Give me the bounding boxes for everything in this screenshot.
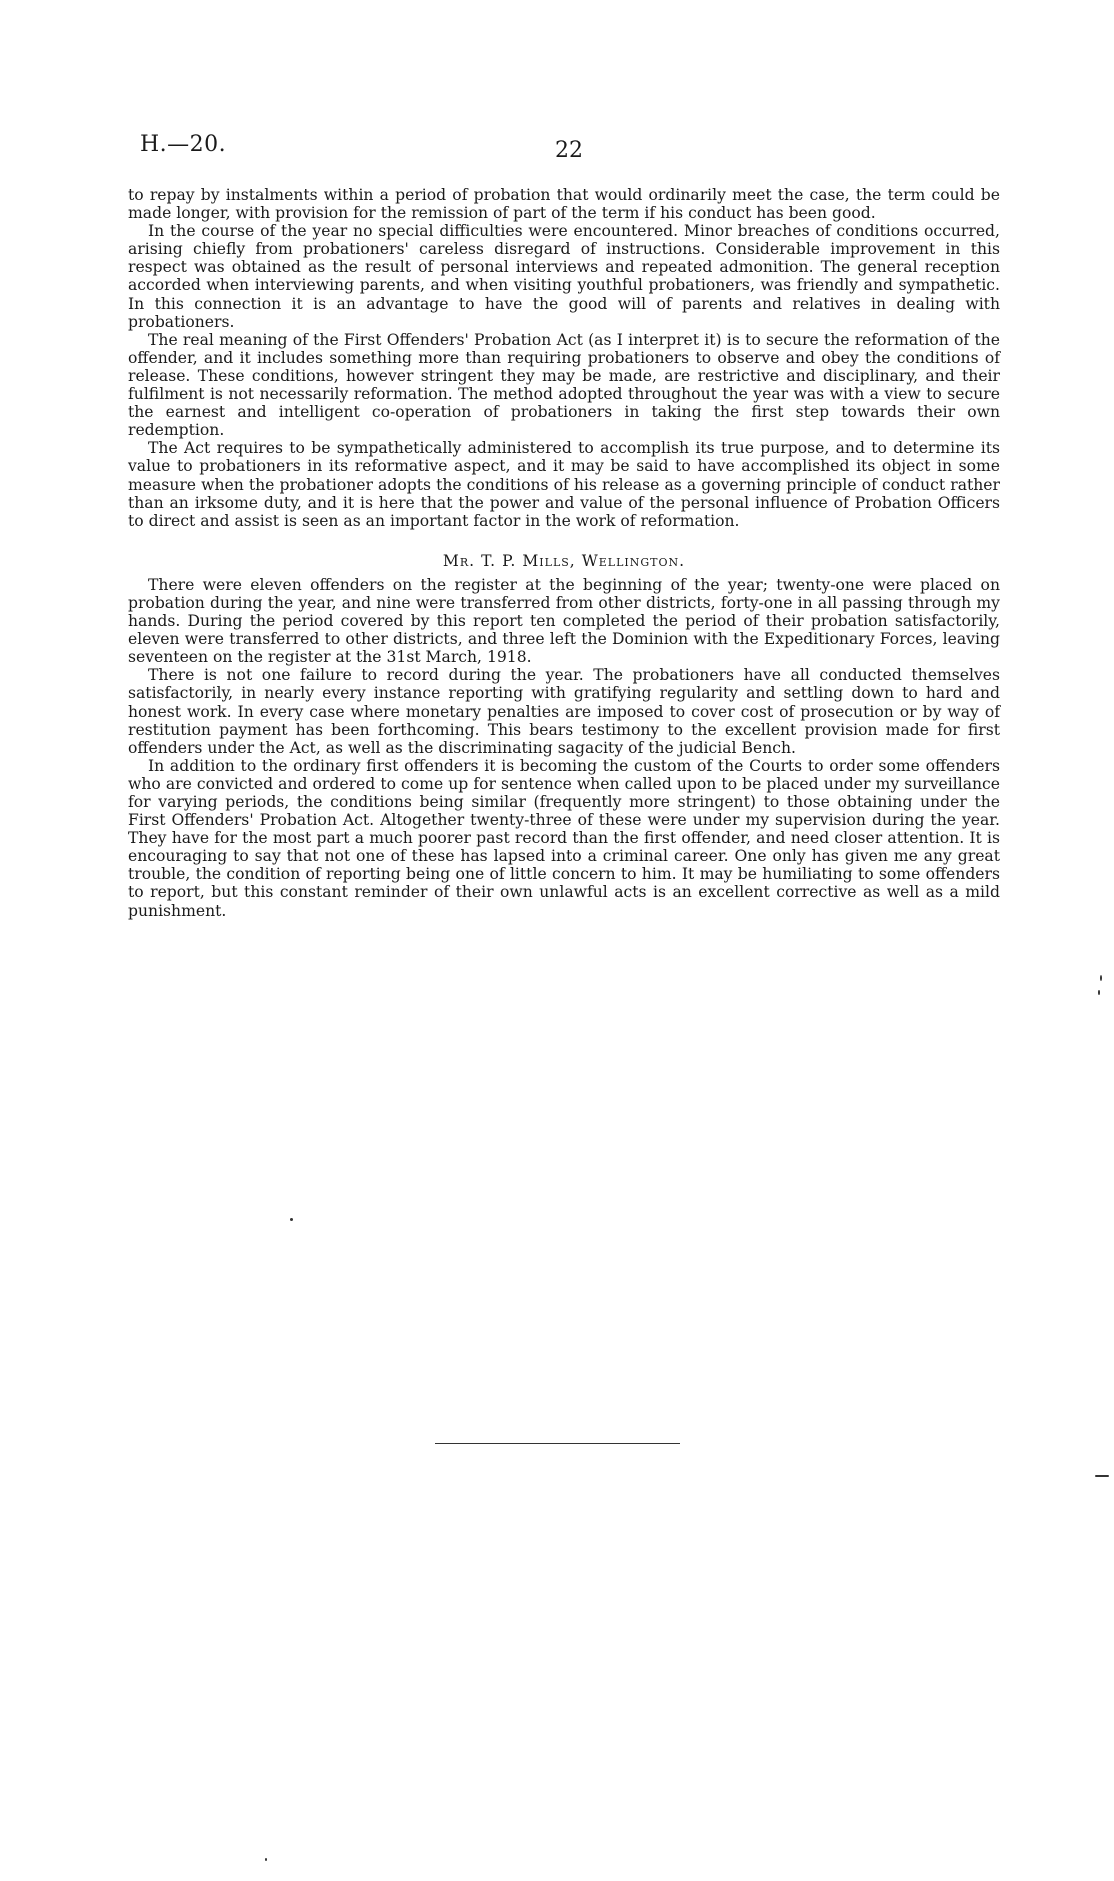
paragraph: In the course of the year no special difficulties were encountered. Minor breaches of conditions occurred, arising chiefly from probationers' careless disregard of instructions. Considerable improvement in this respect was obtained as the result of personal interviews and repeated admonition. The general reception accorded when interviewing parents, and when visiting youthful probationers, was friendly and sympathetic. In this connection it is an advantage to have the good will of parents and relatives in dealing with probationers.	[128, 222, 1000, 331]
scan-speck	[290, 1218, 293, 1221]
paragraph: The Act requires to be sympathetically administered to accomplish its true purpose, and to determine its value to probationers in its reformative aspect, and it may be said to have accomplished its object in some measure when the probationer adopts the conditions of his release as a governing principle of conduct rather than an irksome duty, and it is here that the power and value of the personal influence of Probation Officers to direct and assist is seen as an important factor in the work of reformation.	[128, 439, 1000, 530]
scan-speck	[1095, 1475, 1109, 1477]
scan-speck	[1098, 990, 1100, 995]
section-heading: Mr. T. P. Mills, Wellington.	[442, 551, 686, 570]
paragraph: There is not one failure to record during the year. The probationers have all conducted themselves satisfactorily, in nearly every instance reporting with gratifying regularity and settling down to hard and honest work. In every case where monetary penalties are imposed to cover cost of prosecution or by way of restitution payment has been forthcoming. This bears testimony to the excellent provision made for first offenders under the Act, as well as the discriminating sagacity of the judicial Bench.	[128, 666, 1000, 757]
paragraph-continuation: to repay by instalments within a period of probation that would ordinarily meet the case, the term could be made longer, with provision for the remission of part of the term if his conduct has been good.	[128, 186, 1000, 223]
paragraph: There were eleven offenders on the register at the beginning of the year; twenty-one were placed on probation during the year, and nine were transferred from other districts, forty-one in all passing through my hands. During the period covered by this report ten completed the period of their probation satisfactorily, eleven were transferred to other districts, and three left the Dominion with the Expeditionary Forces, leaving seventeen on the register at the 31st March, 1918.	[128, 575, 1000, 667]
document-reference: H.—20.	[140, 132, 227, 157]
page-header	[140, 132, 1060, 172]
paragraph: The real meaning of the First Offenders' Probation Act (as I interpret it) is to secure the reformation of the offender, and it includes something more than requiring probationers to observe and obey the conditions of release. These conditions, however stringent they may be made, are restrictive and disciplinary, and their fulfilment is not necessarily reformation. The method adopted throughout the year was with a view to secure the earnest and intelligent co-operation of probationers in taking the first step towards their own redemption.	[128, 330, 1000, 440]
page-number: 22	[555, 138, 583, 163]
report-body	[128, 186, 1000, 920]
scan-speck	[265, 1858, 267, 1861]
scan-speck	[1100, 975, 1102, 981]
paragraph: In addition to the ordinary first offenders it is becoming the custom of the Courts to order some offenders who are convicted and ordered to come up for sentence when called upon to be placed under my surveillance for varying periods, the conditions being similar (frequently more stringent) to those obtaining under the First Offenders' Probation Act. Altogether twenty-three of these were under my supervision during the year. They have for the most part a much poorer past record than the first offender, and need closer attention. It is encouraging to say that not one of these has lapsed into a criminal career. One only has given me any great trouble, the condition of reporting being one of little concern to him. It may be humiliating to some offenders to report, but this constant reminder of their own unlawful acts is an excellent corrective as well as a mild punishment.	[128, 756, 1000, 920]
section-end-rule	[435, 1443, 680, 1444]
